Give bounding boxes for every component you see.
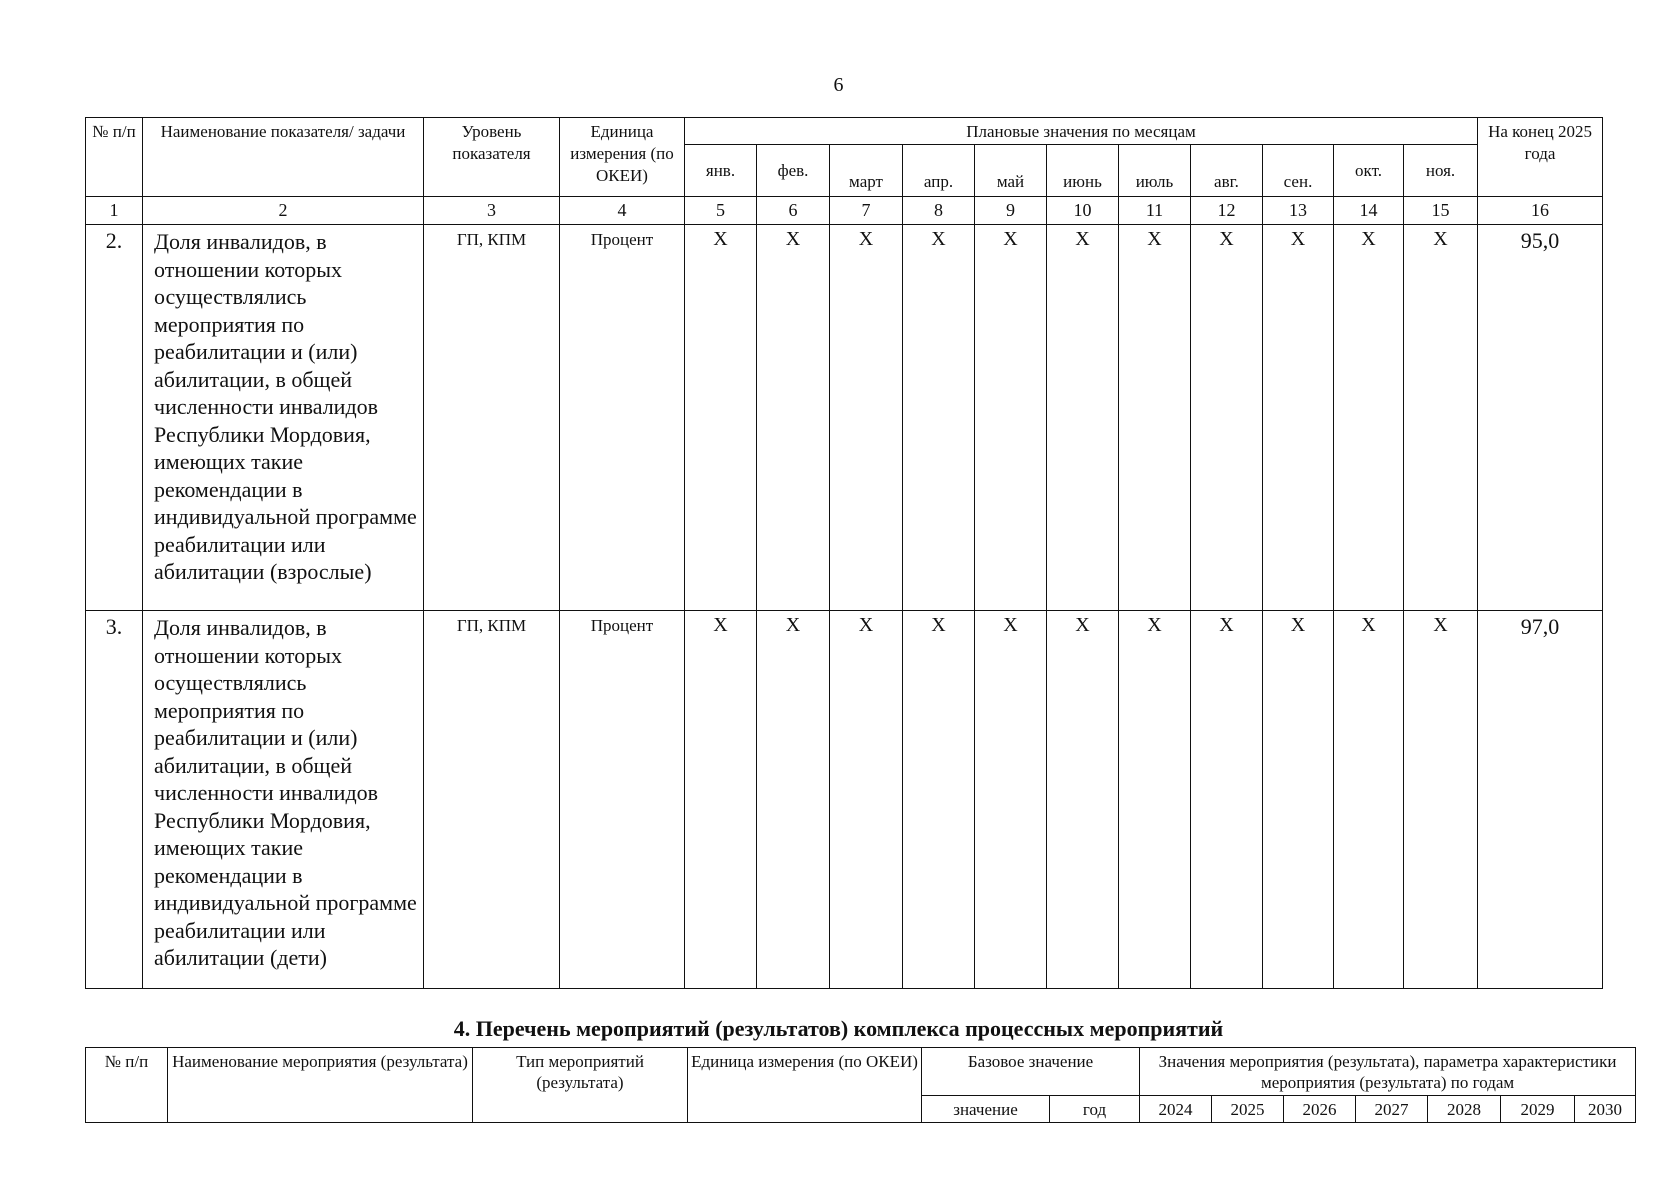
col-number: 13 xyxy=(1263,197,1334,225)
col-number: 8 xyxy=(903,197,975,225)
header-plan-months: Плановые значения по месяцам xyxy=(685,118,1478,145)
year-2030: 2030 xyxy=(1575,1096,1636,1123)
month-value: Х xyxy=(685,225,757,611)
month-jul: июль xyxy=(1119,145,1191,197)
month-value: Х xyxy=(1334,225,1404,611)
month-value: Х xyxy=(1404,225,1478,611)
header-name: Наименование показателя/ задачи xyxy=(143,118,424,197)
act-header-num: № п/п xyxy=(86,1048,168,1123)
month-value: Х xyxy=(1263,225,1334,611)
month-jun: июнь xyxy=(1047,145,1119,197)
month-value: Х xyxy=(975,611,1047,989)
month-value: Х xyxy=(1334,611,1404,989)
month-value: Х xyxy=(1263,611,1334,989)
section-4-title: 4. Перечень мероприятий (результатов) комплекса процессных мероприятий xyxy=(453,1016,1224,1041)
act-header-values-by-year: Значения мероприятия (результата), параметра характеристики мероприятия (результата) по годам xyxy=(1140,1048,1636,1096)
month-value: Х xyxy=(1191,225,1263,611)
indicator-level: ГП, КПМ xyxy=(424,225,560,611)
act-header-type: Тип мероприятий (результата) xyxy=(473,1048,688,1123)
header-unit: Единица измерения (по ОКЕИ) xyxy=(560,118,685,197)
column-numbers-row xyxy=(86,197,1603,225)
col-number: 16 xyxy=(1478,197,1603,225)
col-number: 1 xyxy=(86,197,143,225)
year-2026: 2026 xyxy=(1284,1096,1356,1123)
row-number: 3. xyxy=(86,611,143,989)
month-value: Х xyxy=(1119,225,1191,611)
month-value: Х xyxy=(757,225,830,611)
month-oct: окт. xyxy=(1334,145,1404,197)
col-number: 14 xyxy=(1334,197,1404,225)
month-value: Х xyxy=(830,225,903,611)
month-value: Х xyxy=(1119,611,1191,989)
act-header-unit: Единица измерения (по ОКЕИ) xyxy=(688,1048,922,1123)
month-nov: ноя. xyxy=(1404,145,1478,197)
table-row xyxy=(86,225,1603,611)
year-2029: 2029 xyxy=(1501,1096,1575,1123)
col-number: 3 xyxy=(424,197,560,225)
month-value: Х xyxy=(1191,611,1263,989)
act-header-base-value: значение xyxy=(922,1096,1050,1123)
month-value: Х xyxy=(830,611,903,989)
month-feb: фев. xyxy=(757,145,830,197)
col-number: 2 xyxy=(143,197,424,225)
act-header-base-year: год xyxy=(1050,1096,1140,1123)
activities-table xyxy=(85,1047,1636,1123)
indicator-unit: Процент xyxy=(560,225,685,611)
row-number: 2. xyxy=(86,225,143,611)
month-value: Х xyxy=(685,611,757,989)
indicator-name: Доля инвалидов, в отношении которых осуществлялись мероприятия по реабилитации и (или) абилитации, в общей численности инвалидов Республики Мордовия, имеющих такие рекомендации в индивидуальной программе реабилитации или абилитации (дети) xyxy=(143,611,424,989)
month-aug: авг. xyxy=(1191,145,1263,197)
month-may: май xyxy=(975,145,1047,197)
month-value: Х xyxy=(1047,611,1119,989)
month-sep: сен. xyxy=(1263,145,1334,197)
col-number: 11 xyxy=(1119,197,1191,225)
month-value: Х xyxy=(757,611,830,989)
page-number: 6 xyxy=(833,74,844,96)
table-row xyxy=(86,611,1603,989)
year-2025: 2025 xyxy=(1212,1096,1284,1123)
month-jan: янв. xyxy=(685,145,757,197)
month-value: Х xyxy=(903,225,975,611)
col-number: 4 xyxy=(560,197,685,225)
month-mar: март xyxy=(830,145,903,197)
month-value: Х xyxy=(975,225,1047,611)
col-number: 15 xyxy=(1404,197,1478,225)
month-value: Х xyxy=(903,611,975,989)
month-apr: апр. xyxy=(903,145,975,197)
col-number: 6 xyxy=(757,197,830,225)
end-value: 95,0 xyxy=(1478,225,1603,611)
month-value: Х xyxy=(1404,611,1478,989)
col-number: 5 xyxy=(685,197,757,225)
indicator-name: Доля инвалидов, в отношении которых осуществлялись мероприятия по реабилитации и (или) абилитации, в общей численности инвалидов Республики Мордовия, имеющих такие рекомендации в индивидуальной программе реабилитации или абилитации (взрослые) xyxy=(143,225,424,611)
indicator-unit: Процент xyxy=(560,611,685,989)
col-number: 12 xyxy=(1191,197,1263,225)
indicators-table xyxy=(85,117,1603,989)
header-level: Уровень показателя xyxy=(424,118,560,197)
indicator-level: ГП, КПМ xyxy=(424,611,560,989)
col-number: 7 xyxy=(830,197,903,225)
act-header-base: Базовое значение xyxy=(922,1048,1140,1096)
end-value: 97,0 xyxy=(1478,611,1603,989)
header-num: № п/п xyxy=(86,118,143,197)
year-2027: 2027 xyxy=(1356,1096,1428,1123)
year-2028: 2028 xyxy=(1428,1096,1501,1123)
col-number: 9 xyxy=(975,197,1047,225)
month-value: Х xyxy=(1047,225,1119,611)
header-end-2025: На конец 2025 года xyxy=(1478,118,1603,197)
year-2024: 2024 xyxy=(1140,1096,1212,1123)
col-number: 10 xyxy=(1047,197,1119,225)
act-header-name: Наименование мероприятия (результата) xyxy=(168,1048,473,1123)
